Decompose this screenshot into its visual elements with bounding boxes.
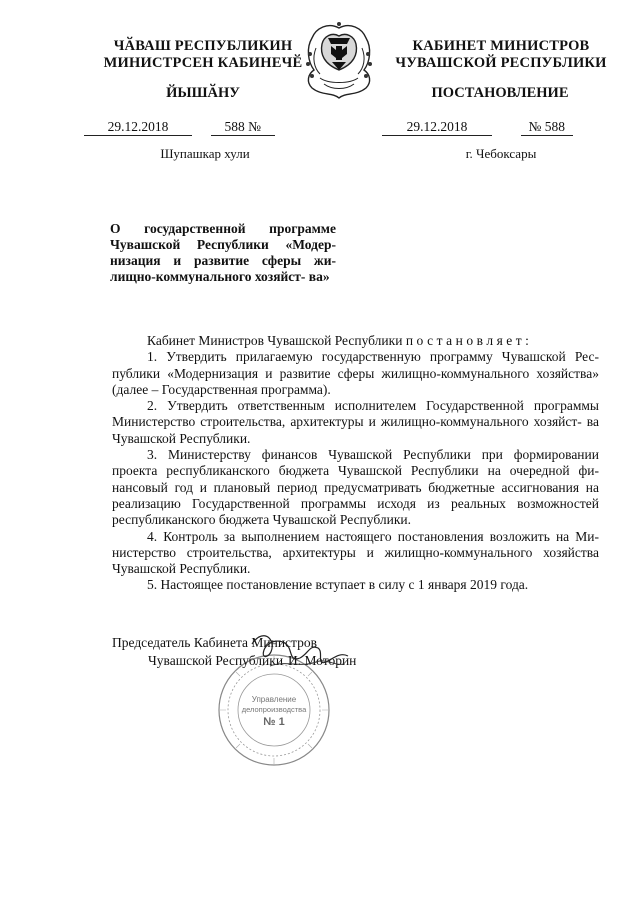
header-left-line1: ЧӐВАШ РЕСПУБЛИКИН [113,38,293,54]
handwritten-signature [230,622,370,682]
header-left-kind: ЙЫШӐНУ [166,85,240,101]
stamp-line2: делопроизводства [241,705,307,714]
stamp-line3: № 1 [263,716,285,728]
header-left-line2: МИНИСТРСЕН КАБИНЕЧӖ [103,55,303,71]
signature-title-line2: Чувашской Республики [148,653,284,668]
registration-left [84,119,275,136]
paragraph-3: 3. Министерству финансов Чувашской Республики при формировании проекта республиканского бюджета Чувашской Республики на очередной фи- нансовый год и плановый период предусматривать бюджетные ассигнования на реализацию Государственной программы исходя из реальных возможностей республиканского бюджета Чувашской Республики. [112,447,599,528]
lead-verb: постановляет: [405,333,533,348]
lead-prefix: Кабинет Министров Чувашской Республики [147,333,403,348]
paragraph-1: 1. Утвердить прилагаемую государственную программу Чувашской Рес- публики «Модернизация и развитие сферы жилищно-коммунального хозяйства» (далее – Государственная программа). [112,349,599,397]
chuvash-coat-of-arms-icon [298,18,380,102]
place-left: Шупашкар хули [160,146,250,161]
paragraph-2: 2. Утвердить ответственным исполнителем Государственной программы Министерство строительства, архитектуры и жилищно-коммунального хозяйст- ва Чувашской Республики. [112,398,599,446]
registration-right [382,119,573,136]
registration-date-right: 29.12.2018 [382,119,492,136]
document-title: О государственной программе Чувашской Республики «Модер- низация и развитие сферы жи- лищно-коммунального хозяйст- ва» [110,221,336,284]
registration-number-left: 588 № [211,119,275,136]
document-body [112,333,599,594]
header-right-line2: ЧУВАШСКОЙ РЕСПУБЛИКИ [395,55,607,71]
place-right: г. Чебоксары [465,146,537,161]
registration-date-left: 29.12.2018 [84,119,192,136]
stamp-line1: Управление [251,695,297,704]
header-right [385,38,617,72]
paragraph-4: 4. Контроль за выполнением настоящего постановления возложить на Ми- нистерство строительства, архитектуры и жилищно-коммунального хозяйства Чувашской Республики. [112,528,599,577]
lead-paragraph [112,333,599,349]
signature-name: И. Моторин [288,653,357,668]
header-left [88,38,318,72]
header-right-line1: КАБИНЕТ МИНИСТРОВ [412,38,590,54]
registration-number-right: № 588 [521,119,573,136]
header-right-kind: ПОСТАНОВЛЕНИЕ [431,85,569,101]
signature-title-line1: Председатель Кабинета Министров [112,635,317,650]
paragraph-5: 5. Настоящее постановление вступает в силу с 1 января 2019 года. [147,577,529,593]
